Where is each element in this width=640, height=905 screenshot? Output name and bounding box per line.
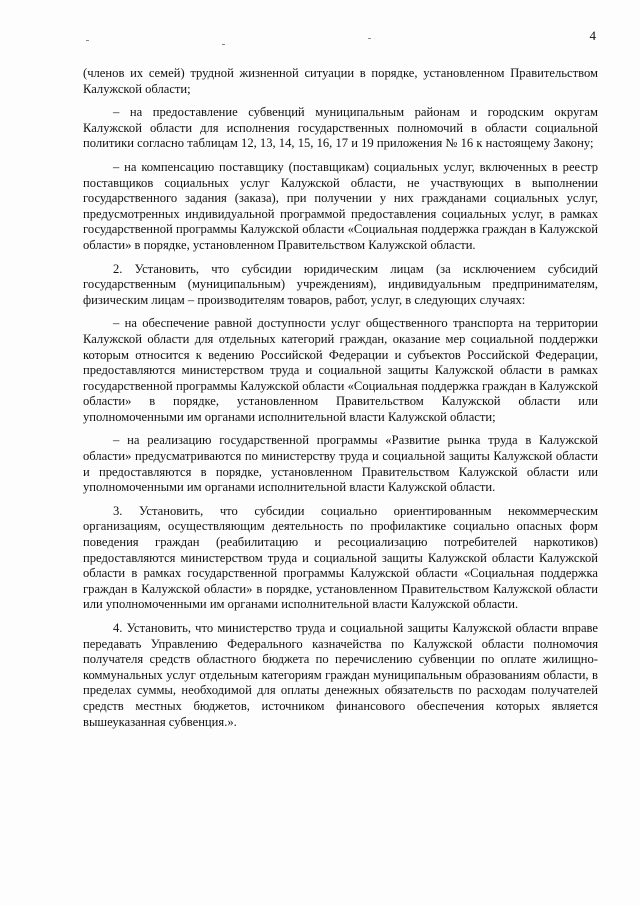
paragraph-subventions: – на предоставление субвенций муниципальным районам и городским округам Калужской области для исполнения государственных полномочий в области социальной политики согласно таблицам 12, 13, 14, 15, 16, 17 и 19 приложения № 16 к настоящему Закону;	[83, 105, 598, 151]
paragraph-transport: – на обеспечение равной доступности услуг общественного транспорта на территории Калужской области для отдельных категорий граждан, оказание мер социальной поддержки которым относится к ведению Российской Федерации и субъектов Российской Федерации, предоставляются министерством труда и социальной защиты Калужской области в рамках государственной программы Калужской области «Социальная поддержка граждан в Калужской области» в порядке, установленном Правительством Калужской области или уполномоченными им органами исполнительной власти Калужской области;	[83, 316, 598, 424]
paragraph-labor-market: – на реализацию государственной программы «Развитие рынка труда в Калужской области» предусматриваются по министерству труда и социальной защиты Калужской области и предоставляются в порядке, установленном Правительством Калужской области или уполномоченными им органами исполнительной власти Калужской области.	[83, 433, 598, 495]
paragraph-item-3: 3. Установить, что субсидии социально ориентированным некоммерческим организациям, осуществляющим деятельность по профилактике социально опасных форм поведения граждан (реабилитацию и ресоциализацию потребителей наркотиков) предоставляются министерством труда и социальной защиты Калужской области Калужской области в рамках государственной программы Калужской области «Социальная поддержка граждан в Калужской области» в порядке, установленном Правительством Калужской области или уполномоченными им органами исполнительной власти Калужской области.	[83, 503, 598, 612]
scan-speck	[368, 38, 371, 39]
paragraph-compensation: – на компенсацию поставщику (поставщикам) социальных услуг, включенных в реестр поставщиков социальных услуг Калужской области, не участвующих в выполнении государственного задания (заказа), при получении у них гражданами социальных услуг, предусмотренных индивидуальной программой предоставления социальных услуг, в рамках государственной программы Калужской области «Социальная поддержка граждан в Калужской области» в порядке, установленном Правительством Калужской области.	[83, 159, 598, 252]
scan-speck	[86, 40, 89, 41]
paragraph-item-4: 4. Установить, что министерство труда и социальной защиты Калужской области вправе передавать Управлению Федерального казначейства по Калужской области полномочия получателя средств областного бюджета по перечислению субвенции по оплате жилищно-коммунальных услуг отдельным категориям граждан муниципальным образованиям области, в пределах суммы, необходимой для оплаты денежных обязательств по расходам получателей средств местных бюджетов, источником финансового обеспечения которых является вышеуказанная субвенция.».	[83, 621, 598, 729]
paragraph-continuation: (членов их семей) трудной жизненной ситуации в порядке, установленном Правительством Калужской области;	[83, 66, 598, 96]
document-body	[83, 68, 598, 738]
page-number: 4	[589, 28, 596, 43]
scan-speck	[222, 44, 225, 45]
paragraph-item-2: 2. Установить, что субсидии юридическим лицам (за исключением субсидий государственным (муниципальным) учреждениям), индивидуальным предпринимателям, физическим лицам – производителям товаров, работ, услуг, в следующих случаях:	[83, 261, 598, 307]
